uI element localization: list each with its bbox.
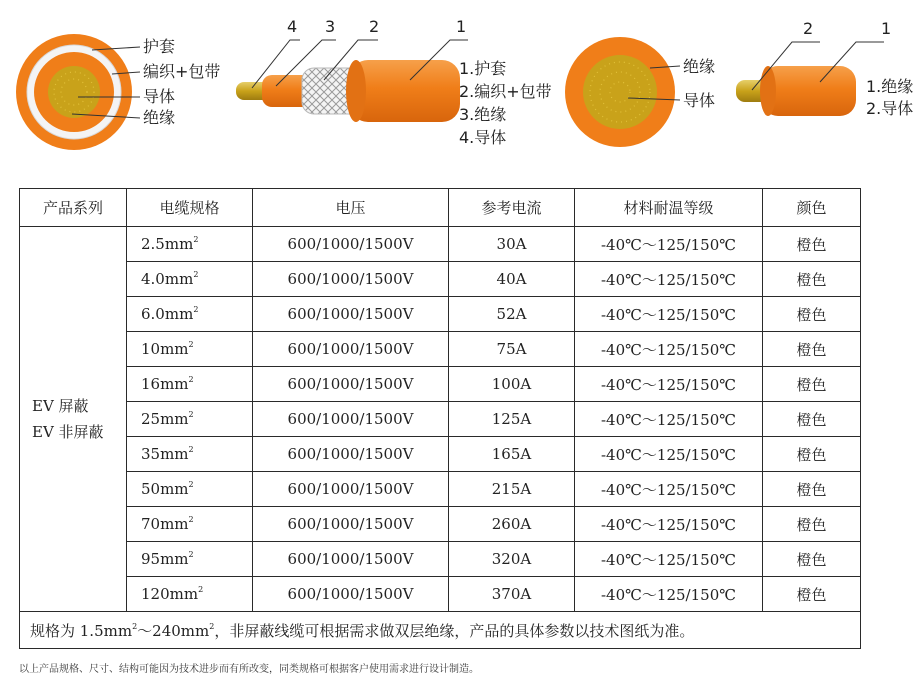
legend-1-jacket: 1.护套 (459, 59, 507, 78)
cell-color: 橙色 (763, 367, 861, 402)
label-insulation: 绝缘 (143, 108, 176, 127)
cell-voltage: 600/1000/1500V (253, 437, 449, 472)
cell-temp: -40℃～125/150℃ (575, 402, 763, 437)
table-row (20, 402, 861, 437)
conductor-core (48, 66, 100, 118)
table-note-row (20, 612, 861, 649)
side-jacket (350, 60, 460, 122)
cell-current: 215A (449, 472, 575, 507)
cell-current: 125A (449, 402, 575, 437)
cell-current: 320A (449, 542, 575, 577)
cell-temp: -40℃～125/150℃ (575, 542, 763, 577)
table-row (20, 227, 861, 262)
cell-current: 75A (449, 332, 575, 367)
cell-current: 100A (449, 367, 575, 402)
shielded-cross-section (16, 34, 140, 150)
footnote: 以上产品规格、尺寸、结构可能因为技术进步而有所改变，同类规格可根据客户使用需求进行设计制造。 (19, 664, 479, 675)
legend-2-braid: 2.编织+包带 (459, 82, 552, 101)
cell-temp: -40℃～125/150℃ (575, 332, 763, 367)
header-temp: 材料耐温等级 (575, 189, 763, 227)
cell-voltage: 600/1000/1500V (253, 227, 449, 262)
table-row (20, 332, 861, 367)
cell-color: 橙色 (763, 437, 861, 472)
callout-2: 2 (369, 17, 380, 36)
cell-color: 橙色 (763, 472, 861, 507)
callout-4: 4 (287, 17, 298, 36)
u-label-conductor: 导体 (683, 91, 716, 110)
cell-spec: $50mm^2$ (127, 472, 253, 507)
u-side-insulation (762, 66, 856, 116)
cell-temp: -40℃～125/150℃ (575, 507, 763, 542)
cell-current: 30A (449, 227, 575, 262)
cell-temp: -40℃～125/150℃ (575, 472, 763, 507)
cell-spec: $25mm^2$ (127, 402, 253, 437)
cell-spec: $10mm^2$ (127, 332, 253, 367)
label-braid-tape: 编织+包带 (143, 62, 221, 81)
u-conductor (583, 55, 657, 129)
series-shielded: EV 屏蔽 (32, 397, 89, 415)
unshielded-side-view (736, 42, 884, 116)
cell-voltage: 600/1000/1500V (253, 472, 449, 507)
unshielded-cross-section (565, 37, 680, 147)
cell-color: 橙色 (763, 227, 861, 262)
cell-voltage: 600/1000/1500V (253, 542, 449, 577)
cell-spec: $95mm^2$ (127, 542, 253, 577)
table-row (20, 542, 861, 577)
cell-voltage: 600/1000/1500V (253, 402, 449, 437)
legend-3-insulation: 3.绝缘 (459, 105, 507, 124)
cell-color: 橙色 (763, 262, 861, 297)
cell-voltage: 600/1000/1500V (253, 297, 449, 332)
cell-voltage: 600/1000/1500V (253, 577, 449, 612)
cell-spec: $70mm^2$ (127, 507, 253, 542)
table-row (20, 472, 861, 507)
table-row (20, 437, 861, 472)
cell-temp: -40℃～125/150℃ (575, 262, 763, 297)
cell-temp: -40℃～125/150℃ (575, 227, 763, 262)
cell-current: 260A (449, 507, 575, 542)
cell-color: 橙色 (763, 577, 861, 612)
cell-spec: $16mm^2$ (127, 367, 253, 402)
cell-color: 橙色 (763, 542, 861, 577)
u-legend-2-conductor: 2.导体 (866, 99, 914, 118)
cell-temp: -40℃～125/150℃ (575, 577, 763, 612)
header-current: 参考电流 (449, 189, 575, 227)
callout-3: 3 (325, 17, 336, 36)
header-color: 颜色 (763, 189, 861, 227)
cell-temp: -40℃～125/150℃ (575, 297, 763, 332)
cell-color: 橙色 (763, 507, 861, 542)
label-conductor: 导体 (143, 87, 176, 106)
u-legend-1-insulation: 1.绝缘 (866, 77, 914, 96)
u-callout-1: 1 (881, 19, 892, 38)
cell-current: 165A (449, 437, 575, 472)
cell-voltage: 600/1000/1500V (253, 507, 449, 542)
cell-spec: $4.0mm^2$ (127, 262, 253, 297)
table-row (20, 577, 861, 612)
header-series: 产品系列 (20, 189, 127, 227)
header-voltage: 电压 (253, 189, 449, 227)
cell-temp: -40℃～125/150℃ (575, 437, 763, 472)
cell-spec: $120mm^2$ (127, 577, 253, 612)
table-row (20, 507, 861, 542)
u-callout-2: 2 (803, 19, 814, 38)
cell-spec: $2.5mm^2$ (127, 227, 253, 262)
cell-color: 橙色 (763, 332, 861, 367)
header-spec: 电缆规格 (127, 189, 253, 227)
legend-4-conductor: 4.导体 (459, 128, 507, 147)
shielded-side-view (236, 40, 468, 122)
cell-spec: $6.0mm^2$ (127, 297, 253, 332)
cell-current: 52A (449, 297, 575, 332)
cell-current: 40A (449, 262, 575, 297)
u-label-insulation: 绝缘 (683, 57, 716, 76)
cell-voltage: 600/1000/1500V (253, 332, 449, 367)
series-cell (20, 227, 127, 612)
table-row (20, 297, 861, 332)
cell-voltage: 600/1000/1500V (253, 367, 449, 402)
cell-temp: -40℃～125/150℃ (575, 367, 763, 402)
cell-color: 橙色 (763, 402, 861, 437)
cell-spec: $35mm^2$ (127, 437, 253, 472)
table-note: 规格为 $1.5mm^2\sim 240mm^2$，非屏蔽线缆可根据需求做双层绝缘，产品的具体参数以技术图纸为准。 (20, 612, 861, 649)
spec-table-wrapper (19, 188, 860, 649)
table-header-row (20, 189, 861, 227)
spec-table (19, 188, 861, 649)
table-row (20, 262, 861, 297)
series-unshielded: EV 非屏蔽 (32, 423, 104, 441)
cell-color: 橙色 (763, 297, 861, 332)
cell-current: 370A (449, 577, 575, 612)
table-row (20, 367, 861, 402)
callout-1: 1 (456, 17, 467, 36)
label-jacket: 护套 (143, 37, 176, 56)
cell-voltage: 600/1000/1500V (253, 262, 449, 297)
